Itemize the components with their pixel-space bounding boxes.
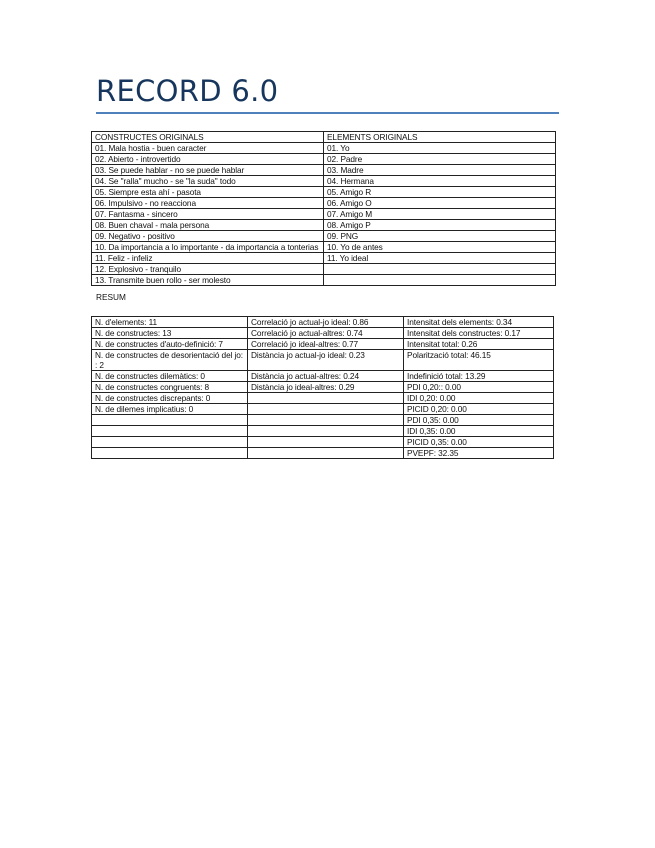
table-row: [92, 176, 556, 187]
summary-cell: Indefinició total: 13.29: [404, 371, 554, 382]
summary-cell: Correlació jo ideal-altres: 0.77: [248, 339, 404, 350]
construct-cell: 06. Impulsivo - no reacciona: [92, 198, 324, 209]
summary-cell: Distància jo actual-jo ideal: 0.23: [248, 350, 404, 371]
summary-cell: IDI 0,35: 0.00: [404, 426, 554, 437]
element-cell: 09. PNG: [324, 231, 556, 242]
summary-cell: PVEPF: 32.35: [404, 448, 554, 459]
element-cell: 10. Yo de antes: [324, 242, 556, 253]
summary-cell: PDI 0,20:: 0.00: [404, 382, 554, 393]
construct-cell: 03. Se puede hablar - no se puede hablar: [92, 165, 324, 176]
summary-cell: PDI 0,35: 0.00: [404, 415, 554, 426]
summary-cell: [248, 404, 404, 415]
table-row: [92, 154, 556, 165]
construct-cell: 08. Buen chaval - mala persona: [92, 220, 324, 231]
table-row: [92, 187, 556, 198]
summary-cell: N. de constructes discrepants: 0: [92, 393, 248, 404]
construct-cell: 11. Feliz - infeliz: [92, 253, 324, 264]
construct-cell: 12. Explosivo - tranquilo: [92, 264, 324, 275]
summary-cell: N. de constructes dilemàtics: 0: [92, 371, 248, 382]
summary-cell: Intensitat dels constructes: 0.17: [404, 328, 554, 339]
table-row: [92, 317, 554, 328]
table-row: [92, 231, 556, 242]
summary-cell: Distància jo actual-altres: 0.24: [248, 371, 404, 382]
table-row: [92, 275, 556, 286]
summary-cell: N. de constructes congruents: 8: [92, 382, 248, 393]
summary-cell: N. de constructes de desorientació del jo: : 2: [92, 350, 248, 371]
table-row: [92, 209, 556, 220]
summary-cell: PICID 0,35: 0.00: [404, 437, 554, 448]
element-cell: 08. Amigo P: [324, 220, 556, 231]
table-row: [92, 220, 556, 231]
summary-cell: Polarització total: 46.15: [404, 350, 554, 371]
original-constructs-elements-table: [91, 131, 556, 286]
element-cell: 11. Yo ideal: [324, 253, 556, 264]
table-row: [92, 437, 554, 448]
table-header-row: [92, 132, 556, 143]
title-underline: [96, 112, 559, 114]
document-title: RECORD 6.0: [96, 74, 279, 108]
summary-cell: N. de constructes d'auto-definició: 7: [92, 339, 248, 350]
header-elements-originals: ELEMENTS ORIGINALS: [324, 132, 556, 143]
summary-cell: [92, 448, 248, 459]
summary-cell: N. de constructes: 13: [92, 328, 248, 339]
summary-table: [91, 316, 554, 459]
construct-cell: 10. Da importancia a lo importante - da importancia a tonterias: [92, 242, 324, 253]
summary-cell: N. d'elements: 11: [92, 317, 248, 328]
construct-cell: 13. Transmite buen rollo - ser molesto: [92, 275, 324, 286]
summary-cell: PICID 0,20: 0.00: [404, 404, 554, 415]
table-row: [92, 393, 554, 404]
summary-cell: [92, 437, 248, 448]
element-cell: 02. Padre: [324, 154, 556, 165]
header-constructes-originals: CONSTRUCTES ORIGINALS: [92, 132, 324, 143]
summary-cell: N. de dilemes implicatius: 0: [92, 404, 248, 415]
summary-cell: [92, 426, 248, 437]
table-row: [92, 143, 556, 154]
summary-cell: Correlació jo actual-altres: 0.74: [248, 328, 404, 339]
resum-label: RESUM: [96, 292, 126, 302]
construct-cell: 05. Siempre esta ahí - pasota: [92, 187, 324, 198]
summary-cell: Distància jo ideal-altres: 0.29: [248, 382, 404, 393]
construct-cell: 04. Se "ralla" mucho - se "la suda" todo: [92, 176, 324, 187]
table-row: [92, 253, 556, 264]
table-row: [92, 371, 554, 382]
summary-cell: [248, 437, 404, 448]
element-cell: [324, 264, 556, 275]
summary-cell: Intensitat total: 0.26: [404, 339, 554, 350]
table-row: [92, 382, 554, 393]
table-row: [92, 198, 556, 209]
element-cell: 07. Amigo M: [324, 209, 556, 220]
table-row: [92, 404, 554, 415]
element-cell: 01. Yo: [324, 143, 556, 154]
construct-cell: 07. Fantasma - sincero: [92, 209, 324, 220]
summary-cell: [92, 415, 248, 426]
element-cell: [324, 275, 556, 286]
table-row: [92, 415, 554, 426]
table-row: [92, 165, 556, 176]
summary-cell: [248, 426, 404, 437]
construct-cell: 09. Negativo - positivo: [92, 231, 324, 242]
element-cell: 03. Madre: [324, 165, 556, 176]
construct-cell: 01. Mala hostia - buen caracter: [92, 143, 324, 154]
summary-cell: [248, 415, 404, 426]
summary-cell: Correlació jo actual-jo ideal: 0.86: [248, 317, 404, 328]
table-row: [92, 350, 554, 371]
summary-cell: IDI 0,20: 0.00: [404, 393, 554, 404]
table-row: [92, 242, 556, 253]
element-cell: 04. Hermana: [324, 176, 556, 187]
construct-cell: 02. Abierto - introvertido: [92, 154, 324, 165]
summary-cell: [248, 393, 404, 404]
table-row: [92, 426, 554, 437]
table-row: [92, 339, 554, 350]
summary-cell: Intensitat dels elements: 0.34: [404, 317, 554, 328]
table-row: [92, 328, 554, 339]
element-cell: 05. Amigo R: [324, 187, 556, 198]
element-cell: 06. Amigo O: [324, 198, 556, 209]
summary-cell: [248, 448, 404, 459]
table-row: [92, 264, 556, 275]
table-row: [92, 448, 554, 459]
